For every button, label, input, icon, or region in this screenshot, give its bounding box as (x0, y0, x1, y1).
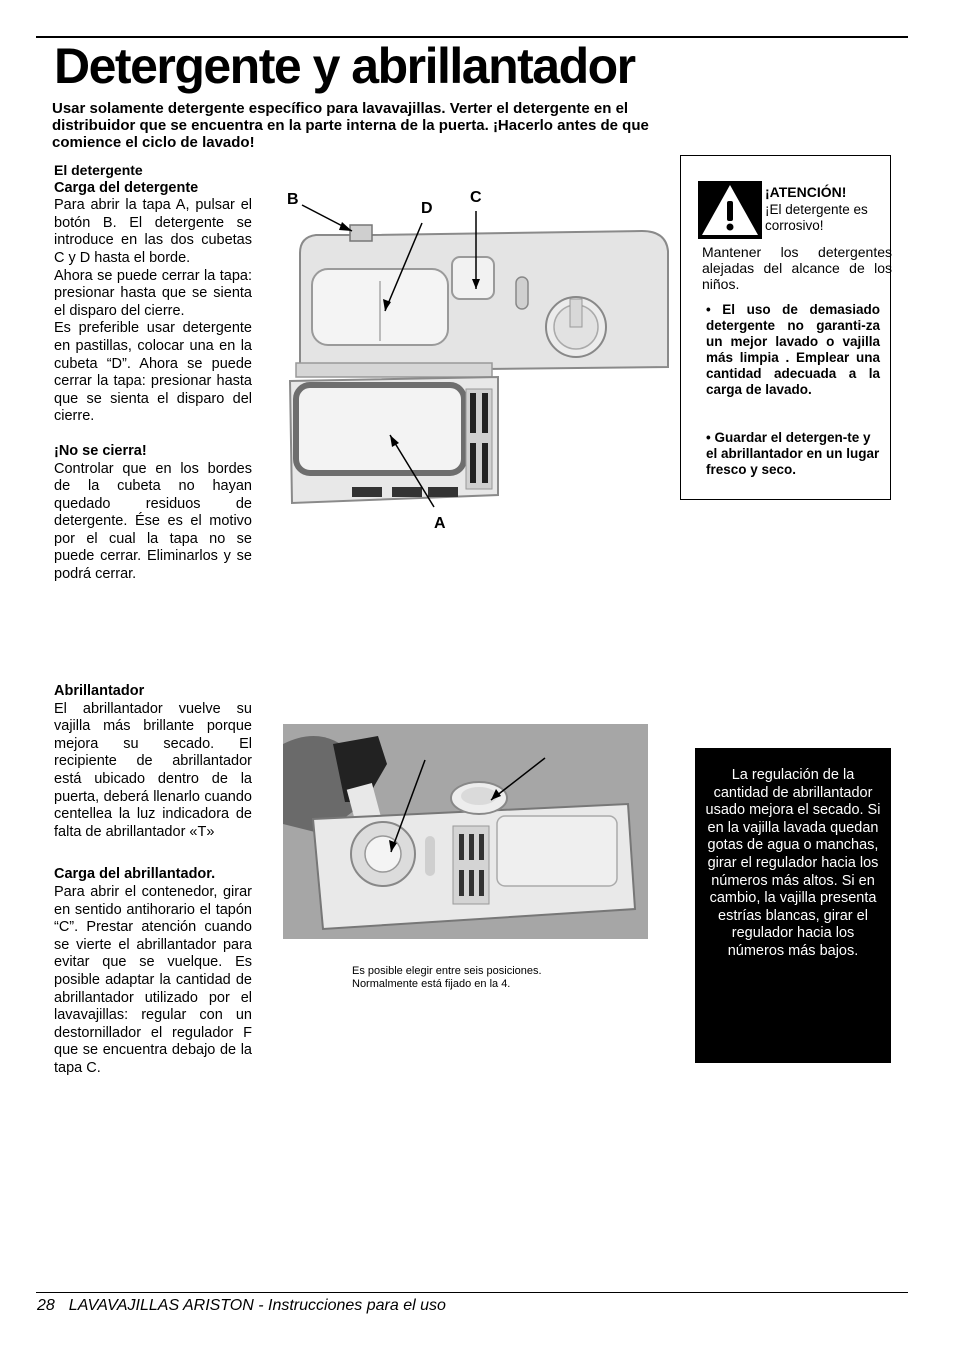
detergent-load-paragraph-1: Para abrir la tapa A, pulsar el botón B. El detergente se introduce en las dos cubetas C y D hasta el borde. (54, 197, 252, 266)
page-title: Detergente y abrillantador (54, 38, 635, 94)
no-close-heading: ¡No se cierra! (54, 442, 147, 459)
rinse-aid-heading: Abrillantador (54, 683, 145, 699)
label-c: C (470, 189, 482, 206)
page-number: 28 (37, 1297, 55, 1314)
rinse-aid-load-heading: Carga del abrillantador. (54, 866, 216, 883)
detergent-load-heading: Carga del detergente (54, 179, 199, 196)
warning-box (680, 155, 891, 500)
footer-text: LAVAVAJILLAS ARISTON - Instrucciones para el uso (68, 1297, 446, 1314)
regulation-text: La regulación de la cantidad de abrillantador usado mejora el secado. Si en la vajilla lavada quedan gotas de agua o manchas, girar el regulador hacia los números más altos. Si en cambio, la vajilla presenta estrías blancas, girar el regulador hacia los números más bajos. (705, 767, 881, 959)
warning-keep-away: Mantener los detergentes alejadas del alcance de los niños. (702, 244, 892, 292)
warning-icon (698, 181, 762, 239)
warning-title: ¡ATENCIÓN! (765, 184, 847, 200)
caption-line-2: Normalmente está fijado en la 4. (352, 978, 511, 990)
caption-line-1: Es posible elegir entre seis posiciones. (352, 965, 542, 977)
bottom-rule (36, 1292, 908, 1293)
warning-bullet-2: • Guardar el detergen-te y el abrillantador en un lugar fresco y seco. (706, 430, 880, 477)
detergent-load-paragraph-3: Es preferible usar detergente en pastillas, colocar una en la cubeta “D”. Ahora se puede cerrar la tapa: presionar hasta que se sienta el disparo del cierre. (54, 320, 252, 425)
intro-text: Usar solamente detergente específico para lavavajillas. Verter el detergente en el distribuidor que se encuentra en la parte interna de la puerta. ¡Hacerlo antes de que comience el ciclo de lavado! (52, 100, 649, 151)
label-a: A (434, 515, 446, 532)
page-footer (37, 1297, 460, 1315)
rinse-aid-section (54, 683, 252, 1077)
no-close-paragraph: Controlar que en los bordes de la cubeta no hayan quedado residuos de detergente. Ése es el motivo por el cual la tapa no se puede cerrar. Eliminarlos y se podrá cerrar. (54, 460, 252, 583)
detergent-load-paragraph-2: Ahora se puede cerrar la tapa: presionar hasta que se sienta el disparo del cierre. (54, 267, 252, 319)
rinse-aid-paragraph: El abrillantador vuelve su vajilla más brillante porque mejora su secado. El recipiente de abrillantador está ubicado dentro de la puerta, deberá llenarlo cuando centellea la luz indicadora de falta de abrillantador «T» (54, 700, 252, 840)
detergent-small-heading: El detergente (54, 162, 143, 178)
dispenser-illustration (282, 185, 674, 535)
dispenser-figure (282, 185, 674, 535)
label-b: B (287, 191, 299, 208)
detergent-section (54, 162, 252, 584)
rinse-aid-illustration (283, 724, 648, 939)
label-d: D (421, 200, 433, 217)
rinse-aid-caption (352, 965, 592, 991)
rinse-aid-photo (283, 724, 648, 939)
regulation-info-box (695, 748, 891, 1063)
warning-bullet-1: • El uso de demasiado detergente no garanti-za un mejor lavado o vajilla más limpia . Emplear una cantidad adecuada a la carga de lavado. (706, 302, 880, 397)
warning-subtitle: ¡El detergente es corrosivo! (765, 202, 868, 233)
rinse-aid-load-paragraph: Para abrir el contenedor, girar en sentido antihorario el tapón “C”. Prestar atención cuando se vierte el abrillantador para evitar que se vuelque. Es posible adaptar la cantidad de abrillantador utilizado por el lavavajillas: regular con un destornillador el regulador F que se encuentra debajo de la tapa C. (54, 883, 252, 1076)
